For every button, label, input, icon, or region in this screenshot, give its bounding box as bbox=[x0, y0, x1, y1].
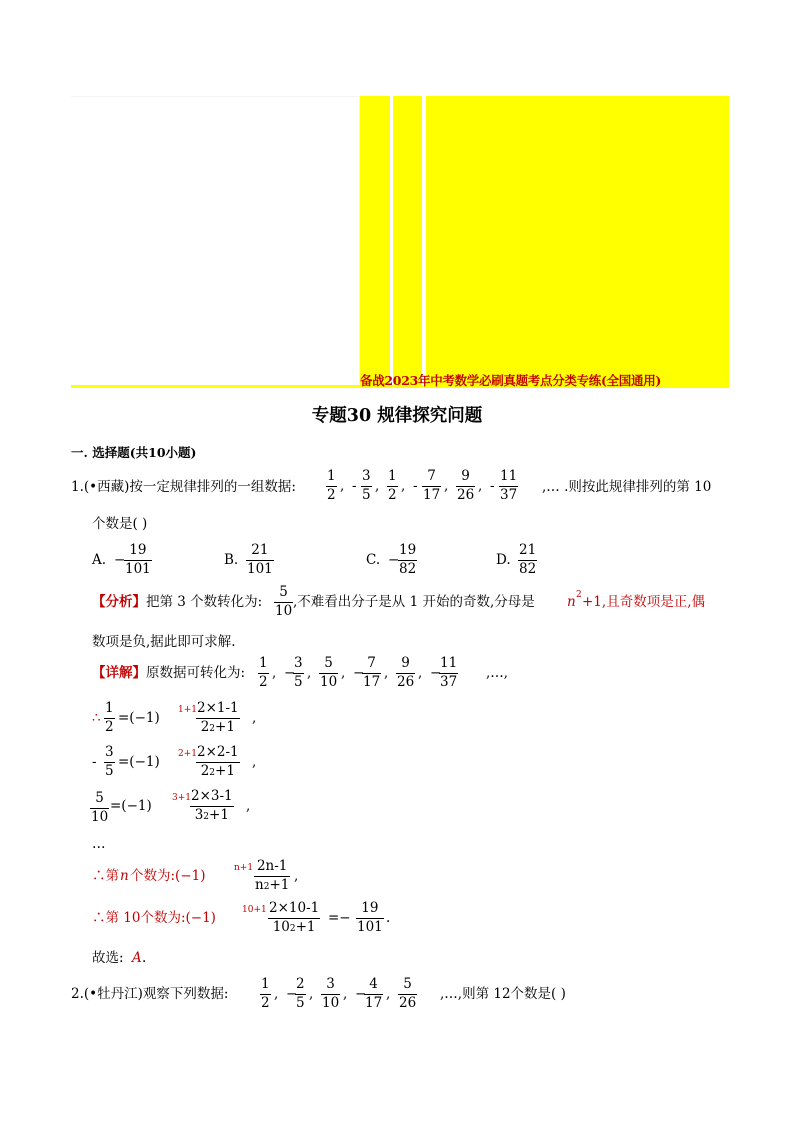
sequence-fraction bbox=[364, 978, 383, 1010]
separator-comma: , bbox=[384, 665, 389, 681]
detail-suffix: ,…, bbox=[486, 665, 509, 681]
option-label: D. bbox=[496, 552, 511, 568]
fraction-denominator: 26 bbox=[399, 994, 417, 1011]
fraction-denominator: 10 bbox=[91, 808, 109, 825]
q1-line2: 个数是( ) bbox=[92, 516, 148, 532]
tenth-eq: =− bbox=[328, 910, 351, 926]
sequence-fraction bbox=[362, 657, 381, 689]
fraction-numerator: 5 bbox=[279, 584, 288, 600]
step3-eq: =(−1) bbox=[110, 798, 152, 814]
page-title: 专题30 规律探究问题 bbox=[311, 406, 483, 426]
den-tail: +1 bbox=[269, 876, 290, 893]
banner-stripe bbox=[393, 96, 422, 385]
nth-tail: , bbox=[294, 868, 299, 884]
fraction-denominator: 10 bbox=[322, 994, 340, 1011]
den-base: 2 bbox=[200, 762, 210, 779]
fraction-denominator: 17 bbox=[365, 994, 383, 1011]
q2-suffix: ,…,则第 12个数是( ) bbox=[440, 986, 566, 1002]
tenth-tail: . bbox=[386, 910, 391, 926]
answer-c: . bbox=[142, 950, 147, 966]
tenth-exp: 10+1 bbox=[242, 905, 267, 915]
fraction-numerator: 2×2-1 bbox=[197, 744, 239, 760]
option-fraction bbox=[124, 544, 152, 576]
option-fraction bbox=[246, 544, 274, 576]
sequence-fraction bbox=[293, 657, 304, 689]
den-base: n bbox=[255, 876, 264, 893]
separator-comma: , bbox=[444, 478, 449, 494]
step1-eq: =(−1) bbox=[118, 710, 160, 726]
fraction-denominator: 5 bbox=[105, 762, 114, 779]
step2-sign: - bbox=[92, 754, 97, 770]
sequence-fraction bbox=[260, 978, 271, 1010]
den-sup: 2 bbox=[209, 723, 216, 734]
fraction-numerator: 7 bbox=[427, 468, 436, 484]
fraction-denominator: 101 bbox=[247, 560, 273, 577]
fraction-denominator bbox=[254, 876, 290, 893]
step3-lhs bbox=[90, 792, 109, 824]
sequence-fraction bbox=[387, 470, 398, 502]
sequence-fraction bbox=[295, 978, 306, 1010]
answer-a: 故选: bbox=[92, 950, 124, 966]
analysis-text-b: ,不难看出分子是从 1 开始的奇数,分母是 bbox=[293, 594, 535, 610]
tenth-fraction bbox=[268, 902, 320, 934]
step3-exp: 3+1 bbox=[172, 793, 191, 803]
fraction-numerator: 3 bbox=[326, 976, 335, 992]
separator-comma: , bbox=[307, 665, 312, 681]
den-sup: 2 bbox=[289, 923, 296, 934]
fraction-numerator: 21 bbox=[519, 542, 537, 558]
den-sup: 2 bbox=[209, 767, 216, 778]
den-base: 10 bbox=[272, 918, 290, 935]
fraction-numerator: 4 bbox=[369, 976, 378, 992]
fraction-numerator: 9 bbox=[461, 468, 470, 484]
sequence-fraction bbox=[361, 470, 372, 502]
fraction-denominator: 26 bbox=[457, 486, 475, 503]
sequence-fraction bbox=[326, 470, 337, 502]
q1-suffix: ,… .则按此规律排列的第 10 bbox=[542, 479, 712, 495]
analysis-line2: 数项是负,据此即可求解. bbox=[92, 634, 236, 650]
fraction-denominator bbox=[196, 718, 240, 735]
den-sup: 2 bbox=[263, 881, 270, 892]
fraction-numerator: 1 bbox=[327, 468, 336, 484]
answer-choice: A bbox=[132, 950, 142, 966]
step3-tail: , bbox=[246, 798, 251, 814]
analysis-sq: 2 bbox=[576, 590, 582, 600]
option-label: A. bbox=[92, 552, 107, 568]
separator-comma: , bbox=[274, 986, 279, 1002]
fraction-denominator: 10 bbox=[320, 673, 338, 690]
fraction-numerator: 5 bbox=[324, 655, 333, 671]
separator-comma: , bbox=[309, 986, 314, 1002]
option-fraction bbox=[398, 544, 417, 576]
step2-eq: =(−1) bbox=[118, 754, 160, 770]
fraction-sign: − bbox=[430, 665, 442, 681]
sequence-fraction bbox=[319, 657, 338, 689]
fraction-numerator: 1 bbox=[259, 655, 268, 671]
option-label: C. bbox=[366, 552, 381, 568]
fraction-numerator: 11 bbox=[440, 655, 458, 671]
fraction-denominator: 17 bbox=[363, 673, 381, 690]
step2-lhs bbox=[104, 746, 115, 778]
fraction-denominator: 5 bbox=[294, 673, 303, 690]
step2-exp: 2+1 bbox=[178, 749, 197, 759]
fraction-denominator: 10 bbox=[275, 602, 293, 619]
den-base: 3 bbox=[194, 806, 204, 823]
analysis-text-a: 把第 3 个数转化为: bbox=[146, 594, 263, 610]
separator-comma: , bbox=[343, 986, 348, 1002]
nth-fraction bbox=[254, 860, 290, 892]
option-sign: − bbox=[114, 552, 126, 568]
tenth-a: ∴第 10个数为:(−1) bbox=[92, 910, 216, 926]
detail-tag: 【详解】 bbox=[92, 665, 146, 681]
fraction-numerator: 11 bbox=[500, 468, 518, 484]
sequence-fraction bbox=[499, 470, 518, 502]
therefore-symbol: ∴ bbox=[92, 710, 101, 726]
fraction-numerator: 9 bbox=[401, 655, 410, 671]
analysis-tag: 【分析】 bbox=[92, 594, 146, 610]
fraction-numerator: 2×1-1 bbox=[197, 700, 239, 716]
step2-tail: , bbox=[252, 754, 257, 770]
sequence-fraction bbox=[422, 470, 441, 502]
fraction-denominator: 5 bbox=[296, 994, 305, 1011]
fraction-denominator: 17 bbox=[423, 486, 441, 503]
fraction-numerator: 19 bbox=[361, 900, 379, 916]
fraction-sign: - bbox=[490, 478, 495, 494]
fraction-denominator bbox=[268, 918, 320, 935]
fraction-numerator: 3 bbox=[105, 744, 114, 760]
step1-fraction bbox=[196, 702, 240, 734]
step3-fraction bbox=[190, 790, 234, 822]
sequence-fraction bbox=[439, 657, 458, 689]
banner-image-placeholder bbox=[71, 96, 360, 386]
fraction-denominator: 82 bbox=[399, 560, 417, 577]
fraction-denominator: 5 bbox=[362, 486, 371, 503]
step2-fraction bbox=[196, 746, 240, 778]
banner-subtitle: 备战2023年中考数学必刷真题考点分类专练(全国通用) bbox=[360, 373, 662, 388]
den-tail: +1 bbox=[209, 806, 229, 823]
q2-prefix: 2.(•牡丹江)观察下列数据: bbox=[71, 986, 229, 1002]
separator-comma: , bbox=[340, 478, 345, 494]
sequence-fraction bbox=[258, 657, 269, 689]
nth-b: 个数为:(−1) bbox=[130, 868, 206, 884]
separator-comma: , bbox=[375, 478, 380, 494]
tenth-result bbox=[356, 902, 384, 934]
fraction-sign: − bbox=[284, 665, 296, 681]
fraction-denominator: 26 bbox=[397, 673, 415, 690]
fraction-denominator: 2 bbox=[259, 673, 268, 690]
sequence-fraction bbox=[456, 470, 475, 502]
separator-comma: , bbox=[418, 665, 423, 681]
sequence-fraction bbox=[321, 978, 340, 1010]
separator-comma: , bbox=[341, 665, 346, 681]
banner-stripe bbox=[426, 96, 729, 385]
fraction-numerator: 1 bbox=[105, 700, 114, 716]
fraction-sign: − bbox=[355, 986, 367, 1002]
fraction-denominator bbox=[196, 762, 240, 779]
nth-a: ∴第 bbox=[92, 868, 119, 884]
separator-comma: , bbox=[401, 478, 406, 494]
fraction-numerator: 1 bbox=[388, 468, 397, 484]
ellipsis: … bbox=[92, 836, 106, 852]
fraction-denominator: 2 bbox=[261, 994, 270, 1011]
fraction-numerator: 19 bbox=[129, 542, 147, 558]
section-heading: 一. 选择题(共10小题) bbox=[71, 445, 197, 460]
fraction-numerator: 19 bbox=[399, 542, 417, 558]
fraction-numerator: 2n-1 bbox=[256, 858, 288, 874]
fraction-sign: − bbox=[353, 665, 365, 681]
fraction-sign: - bbox=[413, 478, 418, 494]
fraction-denominator: 2 bbox=[327, 486, 336, 503]
fraction-numerator: 2×10-1 bbox=[269, 900, 320, 916]
q1-prefix: 1.(•西藏)按一定规律排列的一组数据: bbox=[71, 479, 296, 495]
step1-tail: , bbox=[252, 710, 257, 726]
nth-exp: n+1 bbox=[234, 863, 254, 873]
step1-lhs bbox=[104, 702, 115, 734]
fraction-denominator: 101 bbox=[125, 560, 151, 577]
fraction-numerator: 5 bbox=[403, 976, 412, 992]
fraction-numerator: 7 bbox=[367, 655, 376, 671]
separator-comma: , bbox=[272, 665, 277, 681]
fraction-denominator: 37 bbox=[500, 486, 518, 503]
nth-n: n bbox=[120, 868, 129, 884]
analysis-text-c: +1,且奇数项是正,偶 bbox=[582, 594, 705, 610]
option-fraction bbox=[518, 544, 537, 576]
fraction-denominator: 101 bbox=[357, 918, 383, 935]
fraction-numerator: 3 bbox=[294, 655, 303, 671]
fraction-denominator: 37 bbox=[440, 673, 458, 690]
step1-exp: 1+1 bbox=[178, 705, 197, 715]
fraction-sign: − bbox=[286, 986, 298, 1002]
fraction-denominator: 2 bbox=[388, 486, 397, 503]
fraction-sign: - bbox=[352, 478, 357, 494]
separator-comma: , bbox=[386, 986, 391, 1002]
detail-text: 原数据可转化为: bbox=[146, 665, 246, 681]
banner-stripe bbox=[360, 96, 390, 385]
analysis-n: n bbox=[567, 594, 576, 610]
den-tail: +1 bbox=[295, 918, 316, 935]
fraction-denominator: 82 bbox=[519, 560, 537, 577]
fraction-denominator: 2 bbox=[105, 718, 114, 735]
sequence-fraction bbox=[398, 978, 417, 1010]
separator-comma: , bbox=[478, 478, 483, 494]
option-sign: − bbox=[388, 552, 400, 568]
den-base: 2 bbox=[200, 718, 210, 735]
fraction-numerator: 1 bbox=[261, 976, 270, 992]
fraction-numerator: 2 bbox=[296, 976, 305, 992]
fraction-numerator: 5 bbox=[95, 790, 104, 806]
den-tail: +1 bbox=[215, 718, 235, 735]
den-sup: 2 bbox=[203, 811, 210, 822]
fraction-numerator: 3 bbox=[362, 468, 371, 484]
fraction-numerator: 2×3-1 bbox=[191, 788, 233, 804]
fraction-denominator bbox=[190, 806, 234, 823]
fraction-numerator: 21 bbox=[251, 542, 269, 558]
den-tail: +1 bbox=[215, 762, 235, 779]
option-label: B. bbox=[224, 552, 239, 568]
analysis-fraction bbox=[274, 586, 293, 618]
sequence-fraction bbox=[396, 657, 415, 689]
